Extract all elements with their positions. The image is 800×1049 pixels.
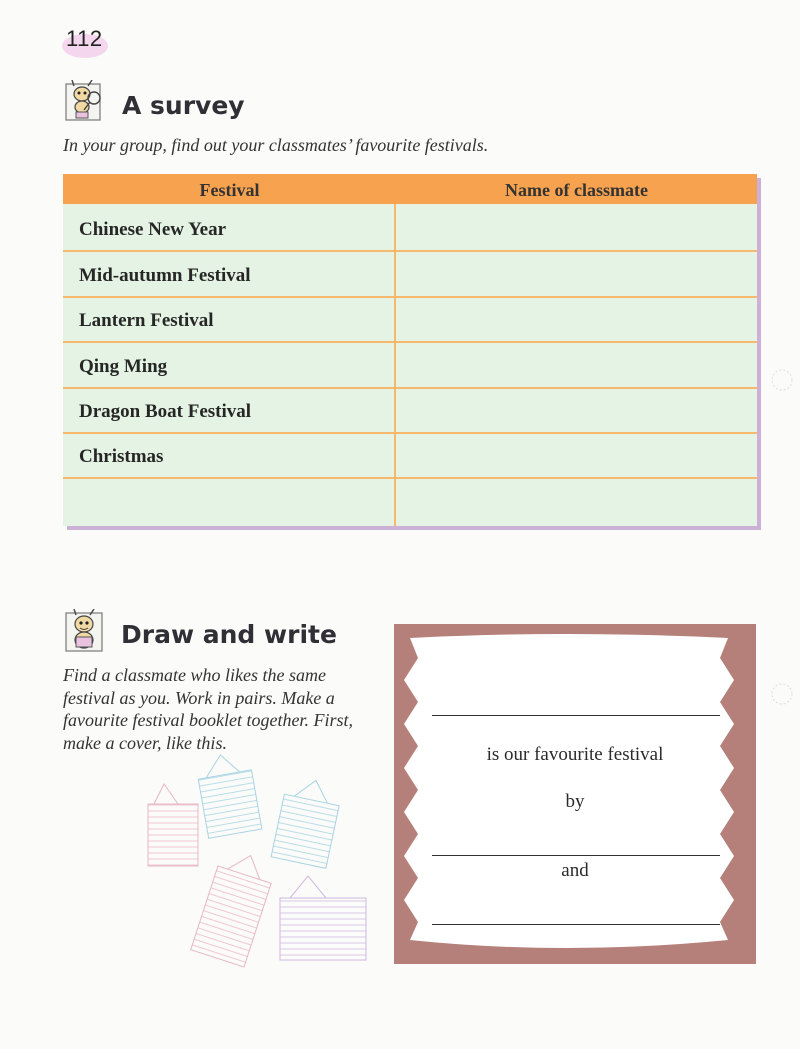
festival-cell: Dragon Boat Festival <box>79 401 252 422</box>
classmate-name-cell[interactable] <box>396 344 756 389</box>
classmate-name-cell[interactable] <box>396 298 756 343</box>
survey-title: A survey <box>122 91 245 120</box>
draw-instruction <box>63 664 353 754</box>
table-header <box>63 174 757 204</box>
lantern <box>195 750 262 838</box>
writing-line[interactable] <box>432 715 720 716</box>
festival-cell: Christmas <box>79 446 164 467</box>
survey-instruction: In your group, find out your classmates’ favourite festivals. <box>63 135 489 155</box>
classmate-name-cell[interactable] <box>396 389 756 434</box>
festival-cell: Chinese New Year <box>79 219 227 240</box>
instruction-line: make a cover, like this. <box>63 732 227 753</box>
table-row <box>63 298 757 343</box>
draw-title: Draw and write <box>121 620 337 649</box>
table-row <box>63 344 757 389</box>
punch-hole <box>770 368 794 392</box>
lantern <box>271 775 343 869</box>
survey-table <box>63 174 757 526</box>
instruction-line: festival as you. Work in pairs. Make a <box>63 687 335 708</box>
festival-cell: Mid-autumn Festival <box>79 265 251 286</box>
ant-mascot-draw-icon <box>62 609 108 655</box>
classmate-name-cell[interactable] <box>396 480 756 525</box>
table-row <box>63 389 757 434</box>
ant-mascot-survey-icon <box>62 80 106 124</box>
lantern <box>191 847 278 967</box>
page-number: 112 <box>66 26 103 51</box>
festival-cell: Qing Ming <box>79 356 168 377</box>
festival-cell: Lantern Festival <box>79 310 214 331</box>
table-row <box>63 207 757 252</box>
column-header-classmate: Name of classmate <box>505 180 648 200</box>
booklet-cover <box>394 624 756 964</box>
classmate-name-cell[interactable] <box>396 207 756 252</box>
classmate-name-cell[interactable] <box>396 434 756 479</box>
column-header-festival: Festival <box>199 180 260 200</box>
instruction-line: favourite festival booklet together. First, <box>63 710 353 730</box>
classmate-name-cell[interactable] <box>396 253 756 298</box>
writing-line[interactable] <box>432 855 720 856</box>
cover-text-favourite: is our favourite festival <box>486 744 664 765</box>
punch-hole <box>770 682 794 706</box>
writing-line[interactable] <box>432 924 720 925</box>
cover-text-and: and <box>561 860 589 881</box>
instruction-line: Find a classmate who likes the same <box>63 665 326 685</box>
paper-lanterns-illustration <box>140 748 380 973</box>
table-row <box>63 480 757 525</box>
lantern <box>148 784 198 866</box>
table-row <box>63 253 757 298</box>
lantern <box>280 876 366 960</box>
cover-text-by: by <box>565 791 585 812</box>
table-row <box>63 434 757 479</box>
